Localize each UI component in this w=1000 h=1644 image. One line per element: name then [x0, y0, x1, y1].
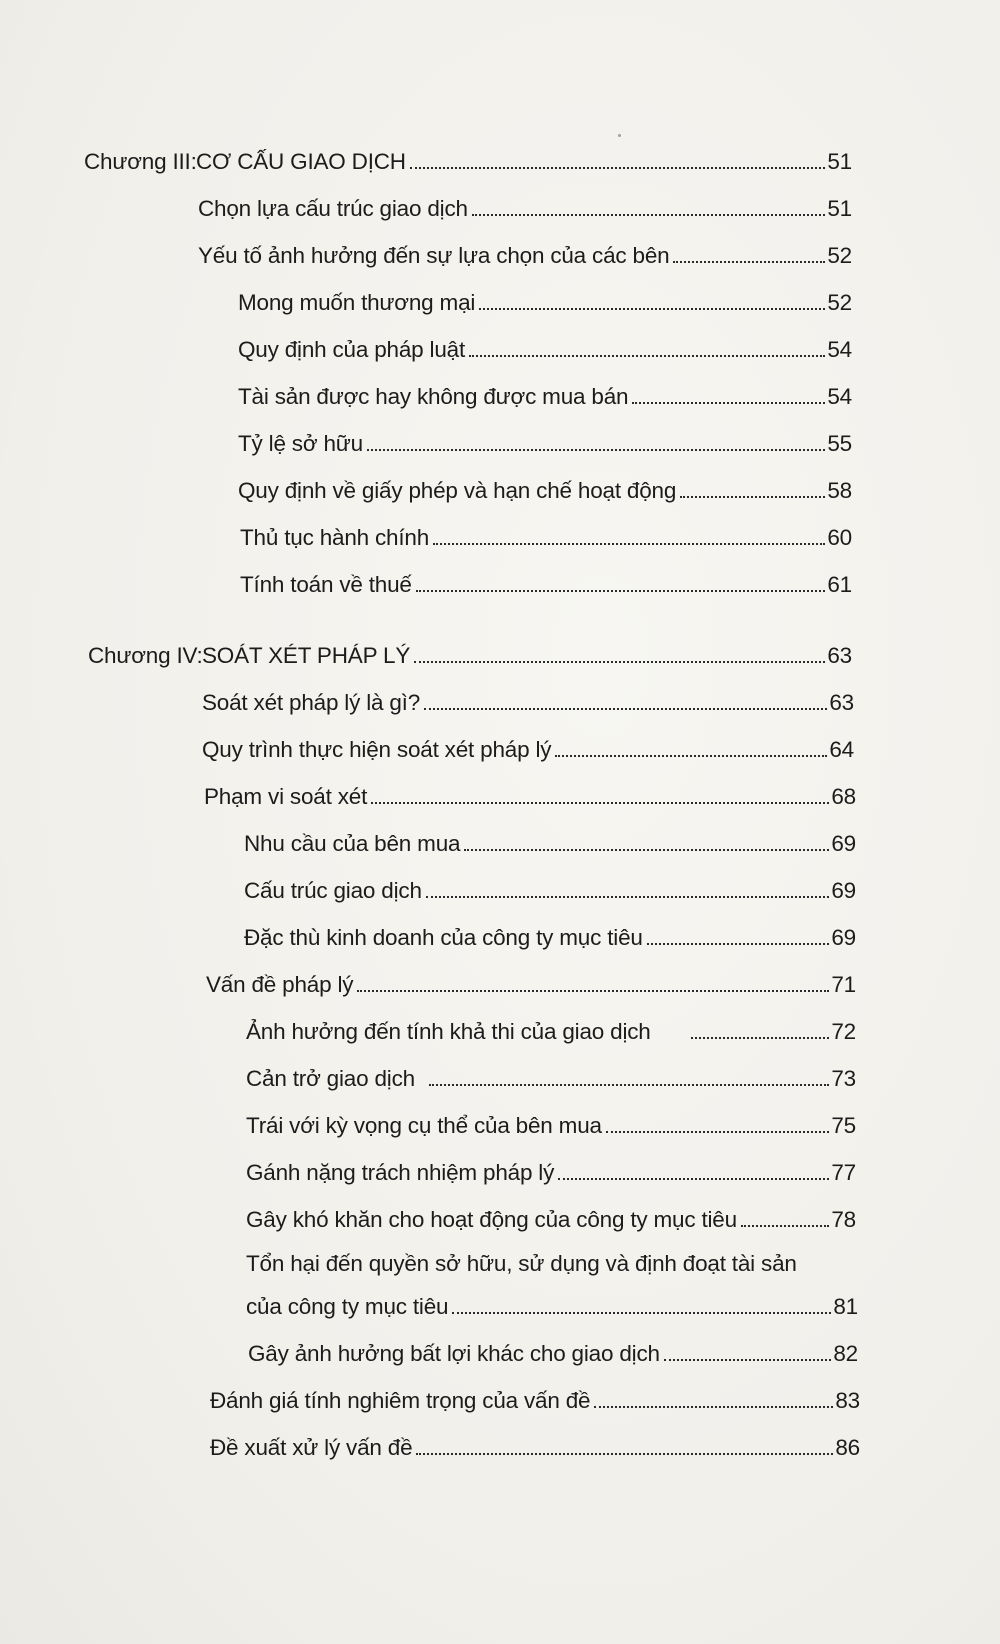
toc-entry-page: 54 — [827, 384, 852, 409]
leader-dots — [472, 214, 826, 216]
leader-dots — [555, 755, 827, 757]
leader-dots — [426, 896, 830, 898]
leader-dots — [429, 1084, 829, 1086]
toc-entry[interactable] — [248, 1332, 858, 1368]
toc-entry-page: 75 — [831, 1113, 856, 1138]
toc-entry-page: 61 — [827, 572, 852, 597]
leader-dots — [410, 167, 826, 169]
toc-entry-title: Thủ tục hành chính — [240, 525, 430, 550]
toc-entry-title-line1: Tổn hại đến quyền sở hữu, sử dụng và định đoạt tài sản — [246, 1251, 797, 1276]
toc-entry-page: 54 — [827, 337, 852, 362]
toc-entry-title: Cấu trúc giao dịch — [244, 878, 422, 903]
leader-dots — [647, 943, 830, 945]
toc-entry-page: 60 — [827, 525, 852, 550]
toc-entry-title: Gây ảnh hưởng bất lợi khác cho giao dịch — [248, 1341, 660, 1366]
leader-dots — [594, 1406, 833, 1408]
toc-entry-page: 72 — [831, 1019, 856, 1044]
toc-entry-page: 55 — [827, 431, 852, 456]
toc-entry-page: 51 — [827, 196, 852, 221]
toc-entry[interactable] — [210, 1379, 860, 1415]
leader-dots — [452, 1312, 831, 1314]
leader-dots — [673, 261, 825, 263]
leader-dots — [558, 1178, 829, 1180]
toc-entry-chapter-3[interactable] — [196, 140, 852, 176]
toc-entry-title: Quy định về giấy phép và hạn chế hoạt động — [238, 478, 677, 503]
toc-entry-title: Đánh giá tính nghiêm trọng của vấn đề — [210, 1388, 591, 1413]
toc-entry-title: Nhu cầu của bên mua — [244, 831, 461, 856]
toc-entry-page: 69 — [831, 878, 856, 903]
toc-entry-page: 73 — [831, 1066, 856, 1091]
toc-entry[interactable] — [246, 1151, 856, 1187]
toc-entry-title: Cản trở giao dịch — [246, 1066, 415, 1091]
toc-entry-title: Đặc thù kinh doanh của công ty mục tiêu — [244, 925, 643, 950]
toc-entry-chapter-4[interactable] — [202, 634, 852, 670]
leader-dots — [469, 355, 825, 357]
toc-entry-title: Đề xuất xử lý vấn đề — [210, 1435, 413, 1460]
leader-dots — [606, 1131, 830, 1133]
paper-speck — [618, 134, 621, 137]
toc-entry[interactable] — [210, 1426, 860, 1462]
toc-entry[interactable] — [240, 516, 852, 552]
toc-entry-title: Chọn lựa cấu trúc giao dịch — [198, 196, 468, 221]
toc-entry-title: Quy trình thực hiện soát xét pháp lý — [202, 737, 552, 762]
toc-entry[interactable] — [246, 1198, 856, 1234]
toc-entry-page: 69 — [831, 925, 856, 950]
toc-entry-title: Ảnh hưởng đến tính khả thi của giao dịch — [246, 1019, 651, 1044]
chapter-4-label: Chương IV: — [88, 643, 203, 668]
toc-entry[interactable] — [238, 375, 852, 411]
leader-dots — [464, 849, 829, 851]
toc-entry[interactable] — [240, 563, 852, 599]
toc-entry-page: 86 — [835, 1435, 860, 1460]
toc-entry[interactable] — [244, 916, 856, 952]
toc-entry[interactable] — [246, 1104, 856, 1140]
toc-entry[interactable] — [238, 422, 852, 458]
toc-entry-title: Tài sản được hay không được mua bán — [238, 384, 629, 409]
toc-entry[interactable] — [238, 328, 852, 364]
toc-entry-page: 68 — [831, 784, 856, 809]
leader-dots — [632, 402, 825, 404]
toc-entry-page: 64 — [829, 737, 854, 762]
toc-entry-title: Phạm vi soát xét — [204, 784, 368, 809]
toc-entry-page: 69 — [831, 831, 856, 856]
toc-entry-title: Yếu tố ảnh hưởng đến sự lựa chọn của các bên — [198, 243, 670, 268]
toc-entry[interactable] — [198, 187, 852, 223]
leader-dots — [367, 449, 825, 451]
toc-entry[interactable] — [198, 234, 852, 270]
toc-entry[interactable] — [246, 1285, 858, 1321]
toc-entry-title: của công ty mục tiêu — [246, 1294, 449, 1319]
toc-entry-title: Trái với kỳ vọng cụ thể của bên mua — [246, 1113, 602, 1138]
leader-dots — [416, 590, 826, 592]
toc-entry-title: Tính toán về thuế — [240, 572, 412, 597]
toc-entry-title: SOÁT XÉT PHÁP LÝ — [202, 643, 411, 668]
toc-entry-page: 71 — [831, 972, 856, 997]
leader-dots — [371, 802, 829, 804]
toc-entry-page: 63 — [829, 690, 854, 715]
toc-entry-title: Gây khó khăn cho hoạt động của công ty mục tiêu — [246, 1207, 737, 1232]
toc-entry[interactable] — [238, 469, 852, 505]
leader-dots — [416, 1453, 833, 1455]
toc-entry-page: 63 — [827, 643, 852, 668]
leader-dots — [357, 990, 829, 992]
leader-dots — [741, 1225, 829, 1227]
toc-entry-page: 83 — [835, 1388, 860, 1413]
toc-entry-page: 81 — [833, 1294, 858, 1319]
leader-dots — [691, 1037, 830, 1039]
toc-entry[interactable] — [206, 963, 856, 999]
toc-entry[interactable] — [246, 1057, 856, 1093]
toc-entry-page: 51 — [827, 149, 852, 174]
toc-entry-page: 77 — [831, 1160, 856, 1185]
toc-entry-page: 58 — [827, 478, 852, 503]
leader-dots — [414, 661, 825, 663]
toc-entry-title: Mong muốn thương mại — [238, 290, 476, 315]
toc-entry[interactable] — [244, 869, 856, 905]
toc-entry[interactable] — [204, 775, 856, 811]
toc-entry-title: Quy định của pháp luật — [238, 337, 466, 362]
leader-dots — [680, 496, 825, 498]
toc-entry-title: Gánh nặng trách nhiệm pháp lý — [246, 1160, 555, 1185]
toc-entry[interactable] — [246, 1010, 856, 1046]
leader-dots — [664, 1359, 832, 1361]
chapter-3-label: Chương III: — [84, 149, 197, 174]
leader-dots — [479, 308, 825, 310]
toc-entry-title: CƠ CẤU GIAO DỊCH — [196, 149, 406, 174]
toc-entry[interactable] — [244, 822, 856, 858]
toc-entry-page: 52 — [827, 243, 852, 268]
toc-entry-title: Soát xét pháp lý là gì? — [202, 690, 421, 715]
toc-entry[interactable] — [238, 281, 852, 317]
toc-entry-title: Tỷ lệ sở hữu — [238, 431, 363, 456]
leader-dots — [424, 708, 827, 710]
toc-entry-title: Vấn đề pháp lý — [206, 972, 354, 997]
toc-entry[interactable] — [202, 681, 854, 717]
toc-entry-page: 78 — [831, 1207, 856, 1232]
toc-entry-page: 52 — [827, 290, 852, 315]
toc-entry-page: 82 — [833, 1341, 858, 1366]
leader-dots — [433, 543, 825, 545]
toc-entry[interactable] — [202, 728, 854, 764]
